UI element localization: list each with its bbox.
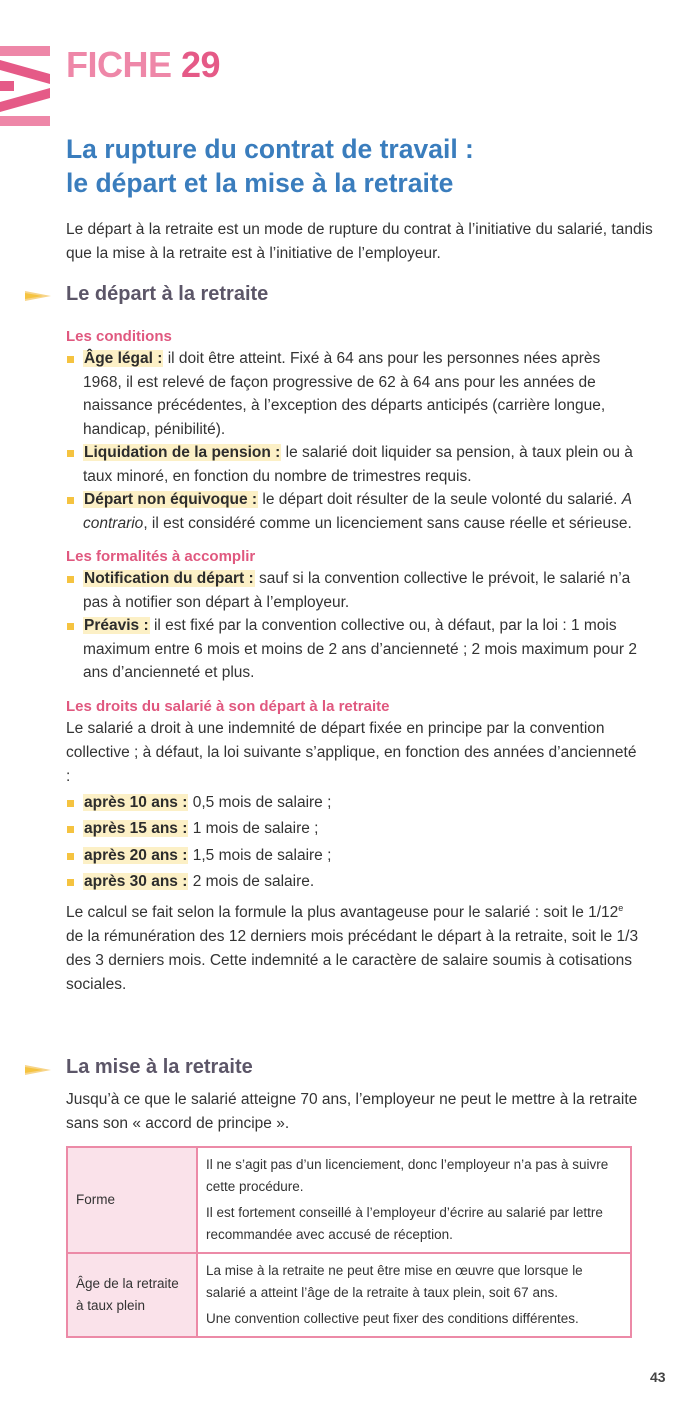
keyword-highlight: Âge légal :	[84, 350, 163, 367]
table-row	[67, 1147, 631, 1253]
table-line: Une convention collective peut fixer des conditions différentes.	[206, 1311, 579, 1326]
list-item-text: il doit être atteint. Fixé à 64 ans pour les personnes nées après 1968, il est relevé de façon progressive de 62 à 64 ans pour les années de naissance précédentes, à l’exception des départs anticipés (carrière longue, handicap, pénibilité).	[83, 350, 606, 438]
keyword-highlight: après 15 ans :	[84, 820, 188, 837]
title-line-2: le départ et la mise à la retraite	[66, 168, 454, 198]
list-item	[66, 441, 641, 488]
list-item-text: 0,5 mois de salaire ;	[188, 793, 332, 811]
section-arrow-icon	[25, 288, 51, 304]
table-text-cell	[197, 1147, 631, 1253]
section-heading-depart: Le départ à la retraite	[66, 283, 269, 305]
calcul-paragraph	[66, 896, 641, 997]
list-item	[66, 488, 641, 535]
list-item	[66, 870, 641, 894]
list-item	[66, 817, 641, 841]
list-item-text: 1 mois de salaire ;	[188, 820, 319, 837]
list-item-text: le salarié doit liquider sa pension, à taux plein ou à taux minoré, en fonction du nombre de trimestres requis.	[83, 444, 633, 485]
title-line-1: La rupture du contrat de travail :	[66, 134, 474, 164]
section-mise-content	[66, 1088, 641, 1136]
list-item-text: sauf si la convention collective le prévoit, le salarié n’a pas à notifier son départ à l’employeur.	[83, 570, 631, 611]
keyword-highlight: après 30 ans :	[84, 873, 188, 890]
fiche-label	[66, 44, 220, 86]
mise-retraite-table	[66, 1146, 632, 1338]
fiche-logo-icon	[0, 46, 50, 126]
superscript: e	[618, 902, 624, 913]
list-item-text: , il est considéré comme un licenciement sans cause réelle et sérieuse.	[143, 514, 632, 532]
keyword-highlight: Notification du départ :	[84, 570, 254, 587]
italic-term: A contrario	[83, 491, 632, 532]
list-item	[66, 567, 641, 614]
keyword-highlight: Liquidation de la pension :	[84, 444, 281, 461]
list-item	[66, 614, 641, 685]
intro-paragraph: Le départ à la retraite est un mode de rupture du contrat à l’initiative du salarié, tandis que la mise à la retraite est à l’initiative de l’employeur.	[66, 221, 653, 262]
keyword-highlight: Préavis :	[84, 617, 149, 634]
keyword-highlight: après 10 ans :	[84, 793, 188, 811]
droits-intro: Le salarié a droit à une indemnité de départ fixée en principe par la convention collective ; à défaut, la loi suivante s’applique, en fonction des années d’ancienneté :	[66, 719, 637, 785]
table-line: Il est fortement conseillé à l’employeur d’écrire au salarié par lettre recommandée avec accusé de réception.	[206, 1205, 603, 1242]
table-label-cell: Forme	[67, 1147, 197, 1253]
list-item	[66, 844, 641, 868]
table-text-cell	[197, 1253, 631, 1337]
page-number: 43	[650, 1369, 666, 1385]
calcul-text: de la rémunération des 12 derniers mois précédant le départ à la retraite, soit le 1/3 des 3 derniers mois. Cette indemnité a le caractère de salaire soumis à cotisations sociales.	[66, 927, 639, 993]
fiche-word: FICHE	[66, 44, 172, 85]
table-label-cell: Âge de la retraite à taux plein	[67, 1253, 197, 1337]
keyword-highlight: après 20 ans :	[84, 846, 188, 864]
subheading-conditions: Les conditions	[66, 328, 172, 345]
section-heading-mise: La mise à la retraite	[66, 1056, 253, 1078]
subheading-formalites: Les formalités à accomplir	[66, 548, 256, 565]
table-row	[67, 1253, 631, 1337]
calcul-text: Le calcul se fait selon la formule la plus avantageuse pour le salarié : soit le 1/12	[66, 903, 619, 921]
subheading-droits: Les droits du salarié à son départ à la retraite	[66, 697, 390, 715]
keyword-highlight: Départ non équivoque :	[84, 491, 258, 508]
section-arrow-icon	[25, 1062, 51, 1078]
list-item	[66, 791, 641, 815]
list-item-text: le départ doit résulter de la seule volonté du salarié.	[258, 491, 618, 508]
fiche-number: 29	[181, 44, 221, 85]
list-item-text: 1,5 mois de salaire ;	[188, 846, 332, 864]
table-line: Il ne s’agit pas d’un licenciement, donc l’employeur n’a pas à suivre cette procédure.	[206, 1157, 609, 1194]
list-item-text: 2 mois de salaire.	[188, 873, 315, 890]
page-title	[66, 132, 666, 200]
table-line: La mise à la retraite ne peut être mise en œuvre que lorsque le salarié a atteint l’âge de la retraite à taux plein, soit 67 ans.	[206, 1263, 583, 1300]
section-depart-content	[66, 327, 641, 997]
list-item	[66, 347, 641, 441]
list-item-text: il est fixé par la convention collective ou, à défaut, par la loi : 1 mois maximum entre 6 mois et moins de 2 ans d’ancienneté ; 2 mois maximum pour 2 ans d’ancienneté et plus.	[83, 617, 637, 681]
mise-intro: Jusqu’à ce que le salarié atteigne 70 ans, l’employeur ne peut le mettre à la retraite sans son « accord de principe ».	[66, 1091, 638, 1132]
